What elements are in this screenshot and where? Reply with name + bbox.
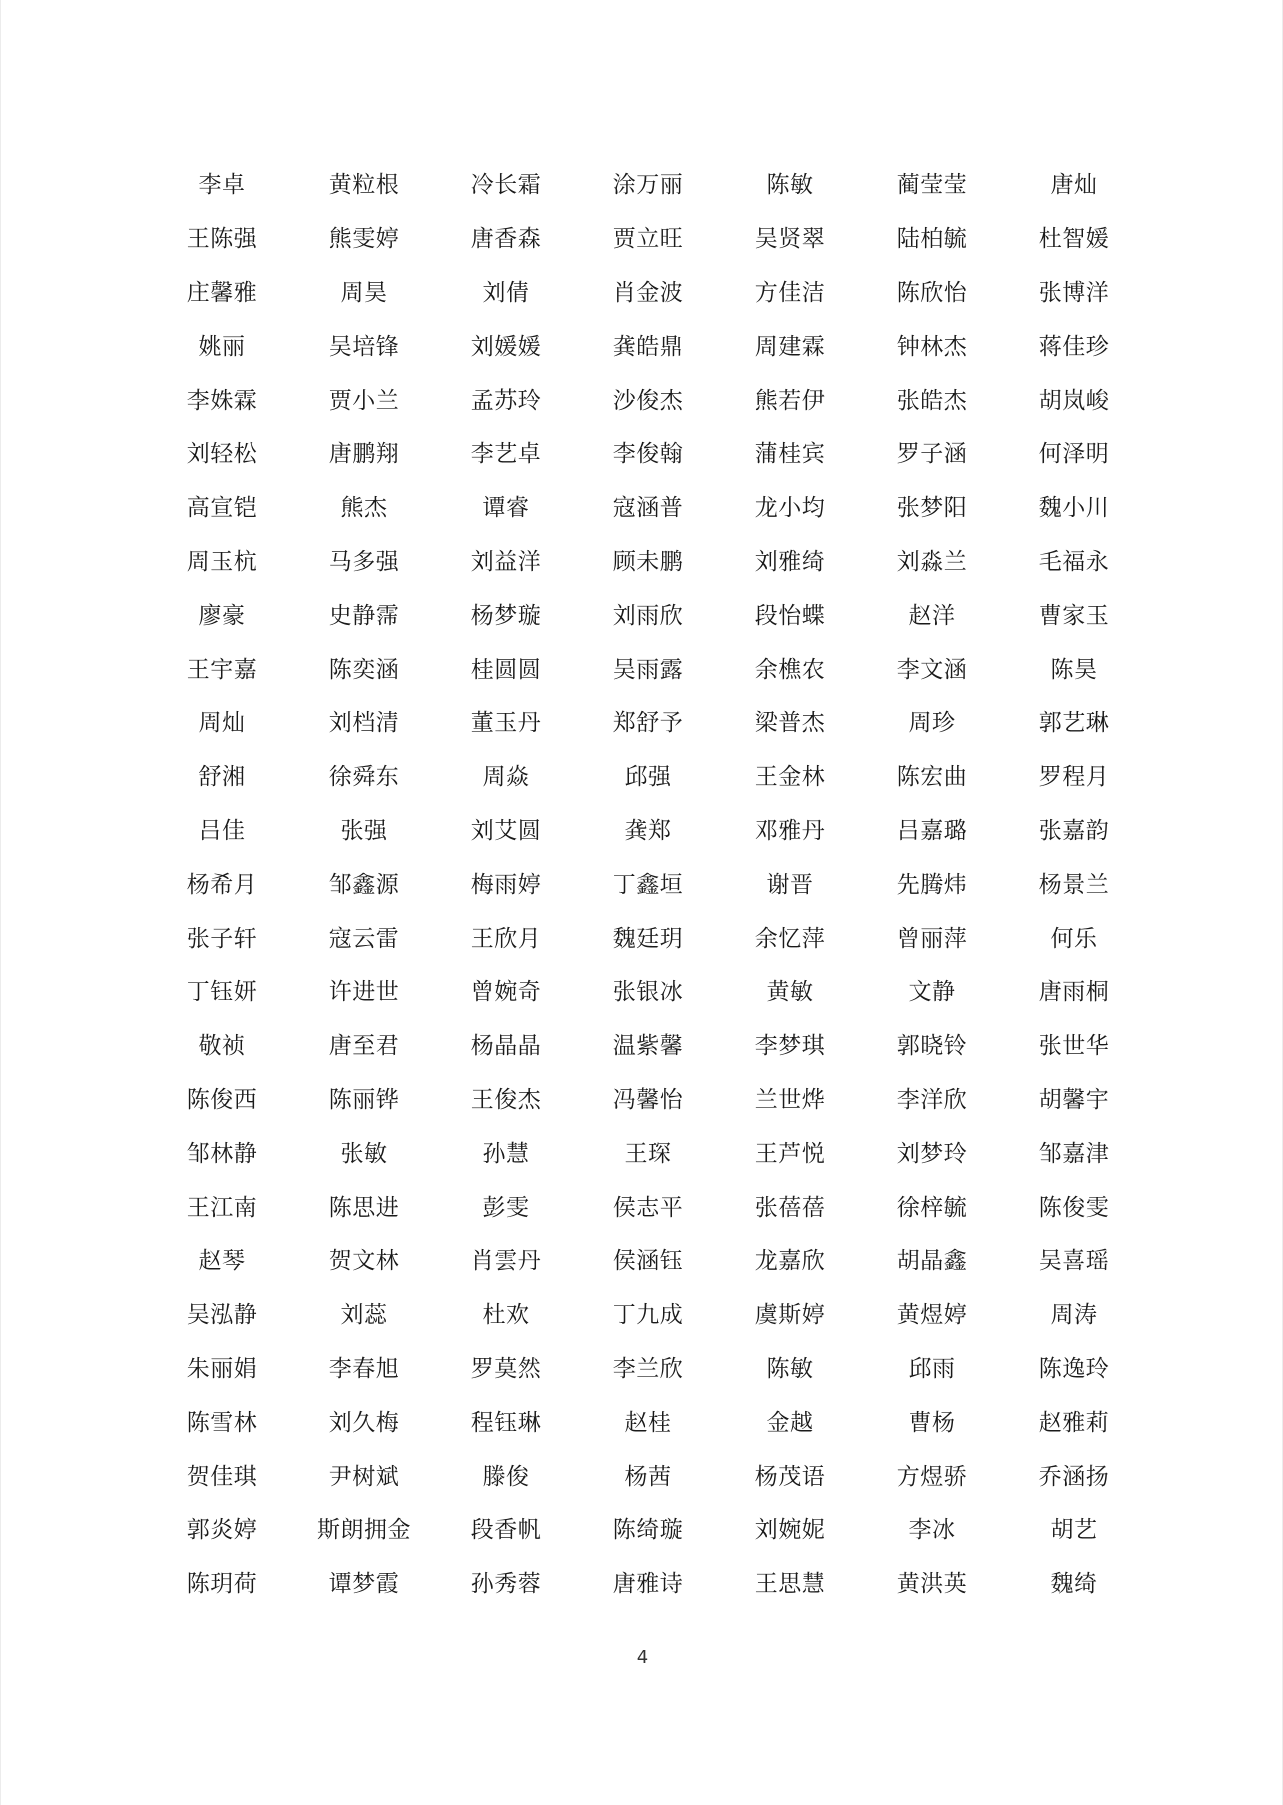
name-cell: 王宇嘉 [186,656,258,683]
name-cell: 曹杨 [908,1409,956,1436]
name-cell: 涂万丽 [612,172,684,199]
name-cell: 刘久梅 [328,1409,400,1436]
name-cell: 顾未鹏 [612,548,684,575]
name-cell: 陈昊 [1050,656,1098,683]
name-cell: 杨茂语 [754,1463,826,1490]
name-cell: 龚郑 [624,817,672,844]
name-cell: 赵雅莉 [1038,1409,1110,1436]
name-cell: 王俊杰 [470,1086,542,1113]
name-cell: 朱丽娟 [186,1355,258,1382]
name-cell: 兰世烨 [754,1086,826,1113]
name-cell: 张蓓蓓 [754,1194,826,1221]
name-cell: 赵洋 [908,602,956,629]
name-cell: 熊若伊 [754,387,826,414]
name-cell: 罗莫然 [470,1355,542,1382]
name-cell: 罗程月 [1038,764,1110,791]
name-cell: 刘档清 [328,710,400,737]
name-cell: 郭炎婷 [186,1517,258,1544]
name-cell: 王芦悦 [754,1140,826,1167]
name-cell: 谭睿 [482,495,530,522]
name-cell: 文静 [908,979,956,1006]
name-cell: 孙慧 [482,1140,530,1167]
name-cell: 毛福永 [1038,548,1110,575]
name-cell: 贾小兰 [328,387,400,414]
name-cell: 张世华 [1038,1033,1110,1060]
name-cell: 谢晋 [766,871,814,898]
name-cell: 王江南 [186,1194,258,1221]
name-cell: 唐至君 [328,1033,400,1060]
name-cell: 邹嘉津 [1038,1140,1110,1167]
name-cell: 胡晶鑫 [896,1248,968,1275]
name-cell: 张皓杰 [896,387,968,414]
name-cell: 丁钰妍 [186,979,258,1006]
name-cell: 唐灿 [1050,172,1098,199]
name-cell: 邹鑫源 [328,871,400,898]
name-cell: 陈逸玲 [1038,1355,1110,1382]
name-cell: 张梦阳 [896,495,968,522]
page-number: 4 [636,1647,649,1668]
name-cell: 魏绮 [1050,1571,1098,1598]
name-cell: 刘雨欣 [612,602,684,629]
name-cell: 龙嘉欣 [754,1248,826,1275]
name-cell: 杨梦璇 [470,602,542,629]
name-cell: 刘梦玲 [896,1140,968,1167]
name-cell: 熊雯婷 [328,226,400,253]
name-cell: 刘倩 [482,279,530,306]
name-cell: 胡岚峻 [1038,387,1110,414]
name-cell: 冯馨怡 [612,1086,684,1113]
name-cell: 梅雨婷 [470,871,542,898]
name-cell: 尹树斌 [328,1463,400,1490]
name-cell: 徐梓毓 [896,1194,968,1221]
name-cell: 周珍 [908,710,956,737]
name-cell: 蒋佳珍 [1038,333,1110,360]
name-cell: 丁九成 [612,1302,684,1329]
name-cell: 赵琴 [198,1248,246,1275]
name-cell: 侯志平 [612,1194,684,1221]
name-cell: 张子轩 [186,925,258,952]
name-cell: 方煜骄 [896,1463,968,1490]
name-cell: 曾婉奇 [470,979,542,1006]
name-cell: 张嘉韵 [1038,817,1110,844]
name-cell: 龚皓鼎 [612,333,684,360]
name-cell: 周灿 [198,710,246,737]
name-cell: 周建霖 [754,333,826,360]
name-cell: 蒲桂宾 [754,441,826,468]
name-cell: 方佳洁 [754,279,826,306]
name-cell: 段怡蝶 [754,602,826,629]
name-cell: 吴贤翠 [754,226,826,253]
name-cell: 陈敏 [766,1355,814,1382]
name-cell: 罗子涵 [896,441,968,468]
name-cell: 刘蕊 [340,1302,388,1329]
name-cell: 史静霈 [328,602,400,629]
name-cell: 李艺卓 [470,441,542,468]
name-cell: 陈敏 [766,172,814,199]
name-cell: 王思慧 [754,1571,826,1598]
name-cell: 冷长霜 [470,172,542,199]
name-cell: 吕佳 [198,817,246,844]
name-cell: 刘媛媛 [470,333,542,360]
name-cell: 杨茜 [624,1463,672,1490]
name-cell: 吕嘉璐 [896,817,968,844]
name-cell: 唐香森 [470,226,542,253]
name-cell: 段香帆 [470,1517,542,1544]
name-cell: 黄粒根 [328,172,400,199]
name-cell: 黄洪英 [896,1571,968,1598]
name-cell: 王琛 [624,1140,672,1167]
name-cell: 姚丽 [198,333,246,360]
name-cell: 贺佳琪 [186,1463,258,1490]
name-cell: 李卓 [198,172,246,199]
name-cell: 丁鑫垣 [612,871,684,898]
name-cell: 杜欢 [482,1302,530,1329]
name-cell: 梁普杰 [754,710,826,737]
name-cell: 张敏 [340,1140,388,1167]
name-cell: 黄敏 [766,979,814,1006]
name-cell: 熊杰 [340,495,388,522]
name-cell: 黄煜婷 [896,1302,968,1329]
name-cell: 陈宏曲 [896,764,968,791]
name-cell: 陈绮璇 [612,1517,684,1544]
name-cell: 何泽明 [1038,441,1110,468]
name-cell: 吴泓静 [186,1302,258,1329]
name-cell: 郭晓铃 [896,1033,968,1060]
name-cell: 金越 [766,1409,814,1436]
name-cell: 魏小川 [1038,495,1110,522]
name-cell: 唐雅诗 [612,1571,684,1598]
name-cell: 李春旭 [328,1355,400,1382]
name-cell: 徐舜东 [328,764,400,791]
name-cell: 谭梦霞 [328,1571,400,1598]
name-cell: 沙俊杰 [612,387,684,414]
name-cell: 郑舒予 [612,710,684,737]
name-cell: 杨希月 [186,871,258,898]
name-cell: 刘益洋 [470,548,542,575]
name-cell: 先腾炜 [896,871,968,898]
name-cell: 舒湘 [198,764,246,791]
name-cell: 乔涵扬 [1038,1463,1110,1490]
name-cell: 曾丽萍 [896,925,968,952]
name-cell: 李姝霖 [186,387,258,414]
name-cell: 肖雲丹 [470,1248,542,1275]
name-cell: 李兰欣 [612,1355,684,1382]
name-cell: 虞斯婷 [754,1302,826,1329]
name-cell: 敬祯 [198,1033,246,1060]
name-cell: 周焱 [482,764,530,791]
name-cell: 许进世 [328,979,400,1006]
name-cell: 温紫馨 [612,1033,684,1060]
name-cell: 何乐 [1050,925,1098,952]
name-cell: 魏廷玥 [612,925,684,952]
name-cell: 李冰 [908,1517,956,1544]
name-cell: 侯涵钰 [612,1248,684,1275]
name-cell: 李梦琪 [754,1033,826,1060]
name-cell: 杨晶晶 [470,1033,542,1060]
name-cell: 邓雅丹 [754,817,826,844]
name-cell: 寇云雷 [328,925,400,952]
name-cell: 刘雅绮 [754,548,826,575]
name-cell: 王欣月 [470,925,542,952]
name-cell: 彭雯 [482,1194,530,1221]
name-cell: 刘婉妮 [754,1517,826,1544]
name-cell: 陆柏毓 [896,226,968,253]
name-cell: 郭艺琳 [1038,710,1110,737]
name-cell: 周涛 [1050,1302,1098,1329]
name-cell: 周玉杭 [186,548,258,575]
name-cell: 王金林 [754,764,826,791]
name-cell: 贺文林 [328,1248,400,1275]
name-list-grid [151,156,1145,1609]
name-cell: 陈雪林 [186,1409,258,1436]
name-cell: 吴雨露 [612,656,684,683]
name-cell: 吴喜瑶 [1038,1248,1110,1275]
name-cell: 桂圆圆 [470,656,542,683]
name-cell: 余忆萍 [754,925,826,952]
name-cell: 马多强 [328,548,400,575]
name-cell: 孙秀蓉 [470,1571,542,1598]
name-cell: 胡馨宇 [1038,1086,1110,1113]
name-cell: 钟林杰 [896,333,968,360]
name-cell: 陈俊西 [186,1086,258,1113]
name-cell: 杜智媛 [1038,226,1110,253]
name-cell: 杨景兰 [1038,871,1110,898]
name-cell: 唐鹏翔 [328,441,400,468]
name-cell: 邱强 [624,764,672,791]
name-cell: 邱雨 [908,1355,956,1382]
name-cell: 陈奕涵 [328,656,400,683]
name-cell: 贾立旺 [612,226,684,253]
name-cell: 寇涵普 [612,495,684,522]
name-cell: 李俊翰 [612,441,684,468]
name-cell: 董玉丹 [470,710,542,737]
name-cell: 周昊 [340,279,388,306]
name-cell: 陈思进 [328,1194,400,1221]
name-cell: 张博洋 [1038,279,1110,306]
name-cell: 赵桂 [624,1409,672,1436]
name-cell: 李文涵 [896,656,968,683]
name-cell: 肖金波 [612,279,684,306]
name-cell: 廖豪 [198,602,246,629]
name-cell: 张银冰 [612,979,684,1006]
name-cell: 刘轻松 [186,441,258,468]
name-cell: 李洋欣 [896,1086,968,1113]
name-cell: 余樵农 [754,656,826,683]
name-cell: 王陈强 [186,226,258,253]
name-cell: 吴培锋 [328,333,400,360]
name-cell: 陈丽铧 [328,1086,400,1113]
name-cell: 程钰琳 [470,1409,542,1436]
name-cell: 张强 [340,817,388,844]
name-cell: 蔺莹莹 [896,172,968,199]
name-cell: 龙小均 [754,495,826,522]
name-cell: 陈俊雯 [1038,1194,1110,1221]
name-cell: 曹家玉 [1038,602,1110,629]
name-cell: 斯朗拥金 [317,1517,411,1544]
name-cell: 邹林静 [186,1140,258,1167]
name-cell: 庄馨雅 [186,279,258,306]
name-cell: 胡艺 [1050,1517,1098,1544]
name-cell: 高宣铠 [186,495,258,522]
name-cell: 刘淼兰 [896,548,968,575]
name-cell: 陈玥荷 [186,1571,258,1598]
name-cell: 孟苏玲 [470,387,542,414]
name-cell: 陈欣怡 [896,279,968,306]
name-cell: 唐雨桐 [1038,979,1110,1006]
name-cell: 刘艾圆 [470,817,542,844]
name-cell: 滕俊 [482,1463,530,1490]
